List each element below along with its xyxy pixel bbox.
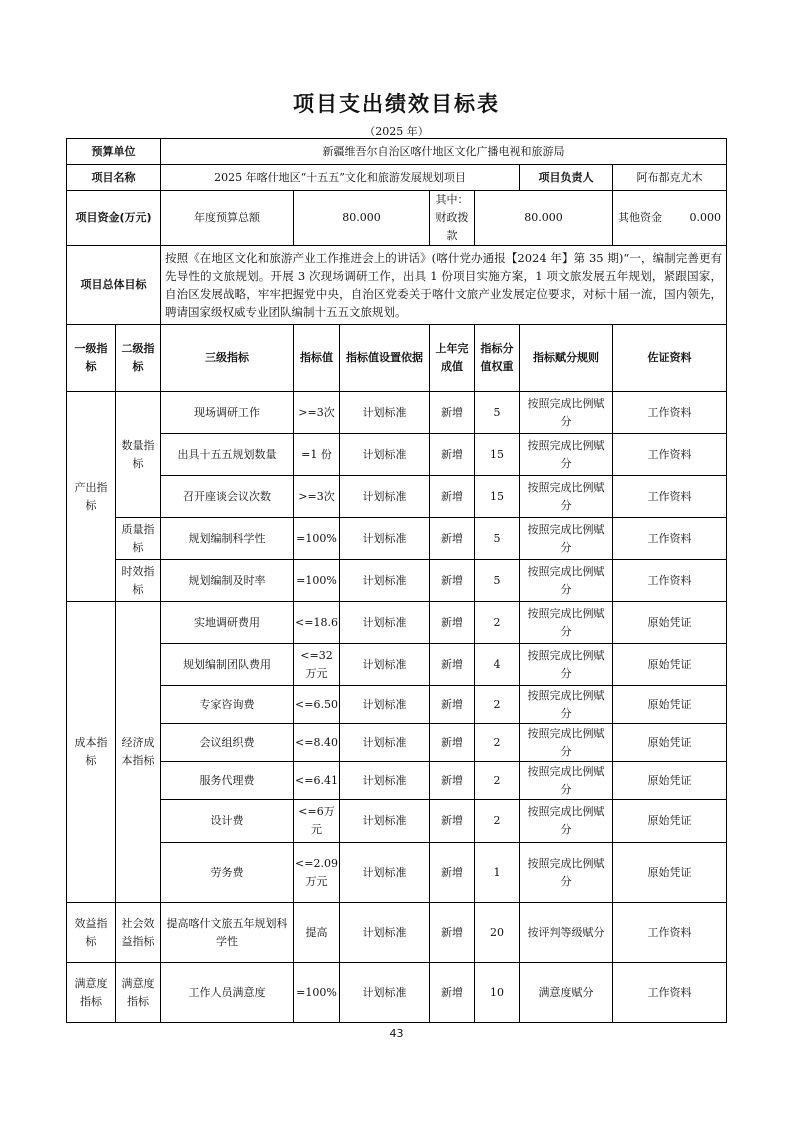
table-row xyxy=(67,644,727,686)
indicator-evidence: 原始凭证 xyxy=(613,762,727,800)
indicator-name: 劳务费 xyxy=(161,843,294,903)
indicator-value: <=8.40 xyxy=(294,724,340,762)
indicator-basis: 计划标准 xyxy=(340,724,430,762)
indicator-last-year: 新增 xyxy=(430,800,475,843)
indicator-last-year: 新增 xyxy=(430,963,475,1023)
indicator-name: 提高喀什文旅五年规划科学性 xyxy=(161,903,294,963)
indicator-rule: 按照完成比例赋分 xyxy=(520,724,613,762)
indicator-evidence: 原始凭证 xyxy=(613,800,727,843)
header-evidence: 佐证资料 xyxy=(613,325,727,392)
fiscal-value: 80.000 xyxy=(475,191,613,246)
indicator-weight: 2 xyxy=(475,762,520,800)
group-satisfaction: 满意度指标 xyxy=(67,963,116,1023)
indicator-basis: 计划标准 xyxy=(340,392,430,434)
indicator-last-year: 新增 xyxy=(430,843,475,903)
annual-budget-value: 80.000 xyxy=(294,191,430,246)
page-number: 43 xyxy=(389,1027,404,1040)
indicator-weight: 20 xyxy=(475,903,520,963)
indicator-evidence: 原始凭证 xyxy=(613,686,727,724)
table-row xyxy=(67,686,727,724)
funds-label: 项目资金(万元) xyxy=(67,191,161,246)
group-social-benefit: 社会效益指标 xyxy=(116,903,161,963)
indicator-rule: 按照完成比例赋分 xyxy=(520,434,613,476)
indicator-rule: 按照完成比例赋分 xyxy=(520,686,613,724)
indicator-basis: 计划标准 xyxy=(340,800,430,843)
group-benefit: 效益指标 xyxy=(67,903,116,963)
indicator-weight: 15 xyxy=(475,476,520,518)
indicator-value: <=6.50 xyxy=(294,686,340,724)
indicator-name: 规划编制及时率 xyxy=(161,560,294,602)
overall-target-text: 按照《在地区文化和旅游产业工作推进会上的讲话》(喀什党办通报【2024 年】第 35 期)“一，编制完善更有先导性的文旅规划。开展 3 次现场调研工作，出具 1 份项目实施方案，1 项文旅发展五年规划，紧跟国家，自治区发展战略，牢牢把握党中央，自治区党委关于喀什文旅产业发展定位要求，对标十届一流，国内领先，聘请国家级权威专业团队编制十五五文旅规划。 xyxy=(161,246,727,325)
indicator-weight: 1 xyxy=(475,843,520,903)
indicator-last-year: 新增 xyxy=(430,434,475,476)
header-level2: 二级指标 xyxy=(116,325,161,392)
indicator-name: 召开座谈会议次数 xyxy=(161,476,294,518)
indicator-basis: 计划标准 xyxy=(340,843,430,903)
indicator-name: 出具十五五规划数量 xyxy=(161,434,294,476)
indicator-weight: 10 xyxy=(475,963,520,1023)
group-quality: 质量指标 xyxy=(116,518,161,560)
indicator-basis: 计划标准 xyxy=(340,602,430,644)
project-leader-label: 项目负责人 xyxy=(520,165,613,191)
budget-unit-label: 预算单位 xyxy=(67,139,161,165)
header-weight: 指标分值权重 xyxy=(475,325,520,392)
indicator-basis: 计划标准 xyxy=(340,644,430,686)
indicator-weight: 2 xyxy=(475,602,520,644)
indicator-name: 规划编制团队费用 xyxy=(161,644,294,686)
indicator-rule: 按照完成比例赋分 xyxy=(520,560,613,602)
indicator-evidence: 工作资料 xyxy=(613,903,727,963)
overall-target-label: 项目总体目标 xyxy=(67,246,161,325)
indicator-value: =100% xyxy=(294,560,340,602)
indicator-name: 实地调研费用 xyxy=(161,602,294,644)
indicator-rule: 按照完成比例赋分 xyxy=(520,518,613,560)
header-rule: 指标赋分规则 xyxy=(520,325,613,392)
indicator-evidence: 工作资料 xyxy=(613,476,727,518)
indicator-weight: 4 xyxy=(475,644,520,686)
project-name-row xyxy=(67,165,727,191)
group-economic-cost: 经济成本指标 xyxy=(116,602,161,903)
table-row xyxy=(67,903,727,963)
indicator-weight: 2 xyxy=(475,724,520,762)
indicator-last-year: 新增 xyxy=(430,602,475,644)
indicator-basis: 计划标准 xyxy=(340,518,430,560)
header-last-year: 上年完成值 xyxy=(430,325,475,392)
table-row xyxy=(67,560,727,602)
table-row xyxy=(67,518,727,560)
indicator-value: <=2.09万元 xyxy=(294,843,340,903)
budget-unit-value: 新疆维吾尔自治区喀什地区文化广播电视和旅游局 xyxy=(161,139,727,165)
overall-target-row xyxy=(67,246,727,325)
indicator-last-year: 新增 xyxy=(430,476,475,518)
indicator-rule: 按照完成比例赋分 xyxy=(520,762,613,800)
project-name-value: 2025 年喀什地区“十五五”文化和旅游发展规划项目 xyxy=(161,165,520,191)
group-quantity: 数量指标 xyxy=(116,392,161,518)
indicator-last-year: 新增 xyxy=(430,644,475,686)
indicator-last-year: 新增 xyxy=(430,560,475,602)
indicator-rule: 按照完成比例赋分 xyxy=(520,843,613,903)
indicator-weight: 5 xyxy=(475,518,520,560)
page-title: 项目支出绩效目标表 xyxy=(293,92,500,116)
other-funds-label: 其他资金 xyxy=(618,211,663,224)
indicator-basis: 计划标准 xyxy=(340,762,430,800)
indicator-last-year: 新增 xyxy=(430,724,475,762)
indicator-evidence: 原始凭证 xyxy=(613,724,727,762)
indicator-evidence: 工作资料 xyxy=(613,434,727,476)
indicator-name: 工作人员满意度 xyxy=(161,963,294,1023)
indicator-rule: 满意度赋分 xyxy=(520,963,613,1023)
budget-unit-row xyxy=(67,139,727,165)
indicator-name: 服务代理费 xyxy=(161,762,294,800)
project-name-label: 项目名称 xyxy=(67,165,161,191)
table-row xyxy=(67,392,727,434)
indicator-basis: 计划标准 xyxy=(340,560,430,602)
table-row xyxy=(67,762,727,800)
table-row xyxy=(67,843,727,903)
header-level3: 三级指标 xyxy=(161,325,294,392)
indicator-evidence: 工作资料 xyxy=(613,963,727,1023)
table-row xyxy=(67,800,727,843)
funds-row xyxy=(67,191,727,246)
table-row xyxy=(67,476,727,518)
indicator-rule: 按评判等级赋分 xyxy=(520,903,613,963)
project-leader-value: 阿布都克尤木 xyxy=(613,165,727,191)
indicator-weight: 5 xyxy=(475,392,520,434)
indicator-basis: 计划标准 xyxy=(340,476,430,518)
header-value: 指标值 xyxy=(294,325,340,392)
indicator-value: >=3次 xyxy=(294,476,340,518)
indicator-last-year: 新增 xyxy=(430,518,475,560)
indicator-evidence: 原始凭证 xyxy=(613,644,727,686)
indicator-value: <=6万元 xyxy=(294,800,340,843)
table-row xyxy=(67,724,727,762)
indicator-last-year: 新增 xyxy=(430,903,475,963)
indicator-weight: 2 xyxy=(475,800,520,843)
indicator-value: <=18.6 xyxy=(294,602,340,644)
indicator-basis: 计划标准 xyxy=(340,963,430,1023)
indicator-header-row xyxy=(67,325,727,392)
indicator-value: =100% xyxy=(294,963,340,1023)
indicator-name: 设计费 xyxy=(161,800,294,843)
indicator-evidence: 工作资料 xyxy=(613,518,727,560)
fiscal-label: 其中：财政拨款 xyxy=(430,191,475,246)
indicator-rule: 按照完成比例赋分 xyxy=(520,602,613,644)
group-satisfaction-level2: 满意度指标 xyxy=(116,963,161,1023)
indicator-value: >=3次 xyxy=(294,392,340,434)
group-output: 产出指标 xyxy=(67,392,116,602)
indicator-rule: 按照完成比例赋分 xyxy=(520,800,613,843)
indicator-value: 提高 xyxy=(294,903,340,963)
indicator-value: <=32万元 xyxy=(294,644,340,686)
indicator-basis: 计划标准 xyxy=(340,903,430,963)
table-row xyxy=(67,963,727,1023)
other-funds-cell xyxy=(613,191,727,246)
indicator-value: =1 份 xyxy=(294,434,340,476)
indicator-name: 会议组织费 xyxy=(161,724,294,762)
table-row xyxy=(67,434,727,476)
indicator-weight: 2 xyxy=(475,686,520,724)
indicator-evidence: 原始凭证 xyxy=(613,602,727,644)
group-timeliness: 时效指标 xyxy=(116,560,161,602)
indicator-evidence: 原始凭证 xyxy=(613,843,727,903)
indicator-last-year: 新增 xyxy=(430,762,475,800)
indicator-last-year: 新增 xyxy=(430,392,475,434)
indicator-basis: 计划标准 xyxy=(340,686,430,724)
performance-target-table xyxy=(66,138,727,1023)
other-funds-value: 0.000 xyxy=(689,211,722,224)
indicator-value: =100% xyxy=(294,518,340,560)
header-basis: 指标值设置依据 xyxy=(340,325,430,392)
indicator-rule: 按照完成比例赋分 xyxy=(520,476,613,518)
group-cost: 成本指标 xyxy=(67,602,116,903)
header-level1: 一级指标 xyxy=(67,325,116,392)
indicator-name: 专家咨询费 xyxy=(161,686,294,724)
indicator-evidence: 工作资料 xyxy=(613,560,727,602)
indicator-weight: 15 xyxy=(475,434,520,476)
annual-budget-label: 年度预算总额 xyxy=(161,191,294,246)
indicator-name: 现场调研工作 xyxy=(161,392,294,434)
indicator-rule: 按照完成比例赋分 xyxy=(520,644,613,686)
table-row xyxy=(67,602,727,644)
indicator-name: 规划编制科学性 xyxy=(161,518,294,560)
indicator-value: <=6.41 xyxy=(294,762,340,800)
indicator-basis: 计划标准 xyxy=(340,434,430,476)
indicator-last-year: 新增 xyxy=(430,686,475,724)
indicator-rule: 按照完成比例赋分 xyxy=(520,392,613,434)
indicator-evidence: 工作资料 xyxy=(613,392,727,434)
indicator-weight: 5 xyxy=(475,560,520,602)
year-label: （2025 年） xyxy=(364,125,429,138)
